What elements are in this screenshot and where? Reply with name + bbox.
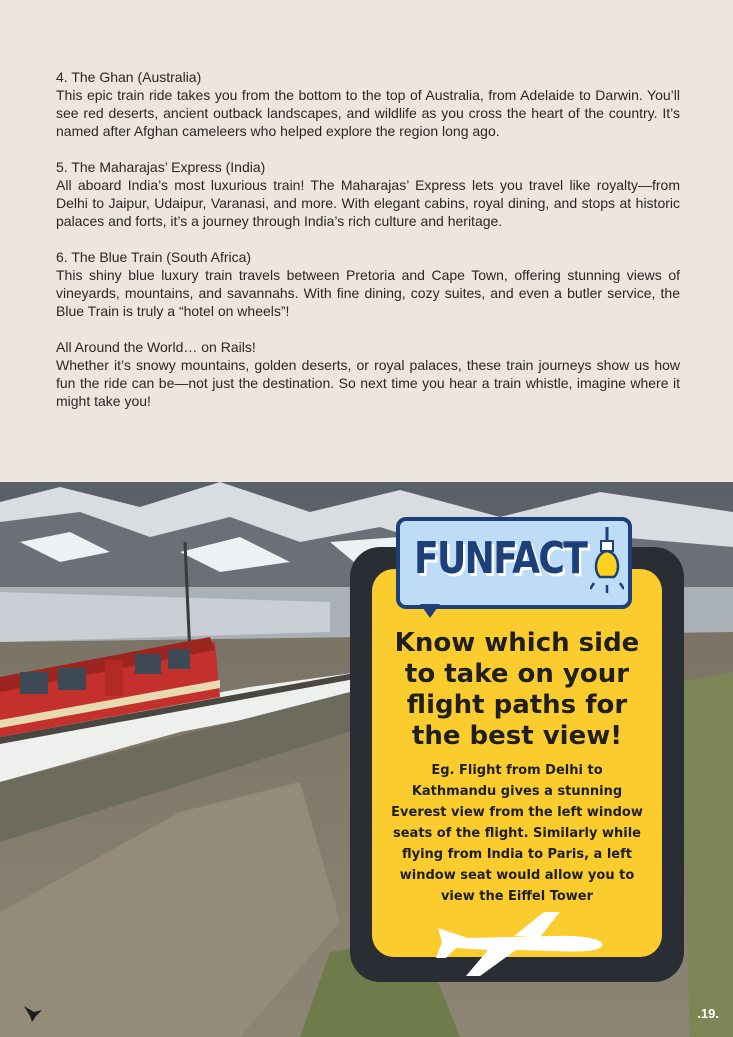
section-conclusion	[56, 338, 680, 410]
fun-fact-body: Eg. Flight from Delhi to Kathmandu gives a stunning Everest view from the left window seats of the flight. Similarly while flying from India to Paris, a left window seat would allow you to view the Eiffel Tower	[391, 763, 643, 904]
section-body: This shiny blue luxury train travels between Pretoria and Cape Town, offering stunning views of vineyards, mountains, and savannahs. With fine dining, cozy suites, and even a butler service, the Blue Train is truly a “hotel on wheels”!	[56, 267, 680, 319]
brand-bird-logo-icon	[22, 1002, 44, 1024]
badge-pointer	[420, 604, 440, 618]
badge-label: FUNFACT	[414, 533, 587, 584]
lightbulb-icon	[590, 527, 624, 597]
section-heading: 5. The Maharajas’ Express (India)	[56, 159, 266, 175]
airplane-icon	[436, 910, 608, 978]
section-blue-train	[56, 248, 680, 320]
page-number: .19.	[697, 1006, 719, 1021]
article-text	[56, 68, 680, 428]
section-body: All aboard India’s most luxurious train! The Maharajas’ Express lets you travel like royalty—from Delhi to Jaipur, Udaipur, Varanasi, and more. With elegant cabins, royal dining, and stops at historic palaces and forts, it’s a journey through India’s rich culture and heritage.	[56, 177, 680, 229]
fun-fact-headline: Know which side to take on your flight paths for the best view!	[394, 628, 640, 751]
section-body: This epic train ride takes you from the bottom to the top of Australia, from Adelaide to Darwin. You’ll see red deserts, ancient outback landscapes, and wildlife as you cross the heart of the country. It’s named after Afghan cameleers who helped explore the region long ago.	[56, 87, 680, 139]
section-ghan	[56, 68, 680, 140]
section-heading: 6. The Blue Train (South Africa)	[56, 249, 252, 265]
section-body: Whether it’s snowy mountains, golden deserts, or royal palaces, these train journeys show us how fun the ride can be—not just the destination. So next time you hear a train whistle, imagine where it might take you!	[56, 357, 680, 409]
section-heading: All Around the World… on Rails!	[56, 339, 256, 355]
fun-fact-badge	[396, 517, 632, 609]
section-maharajas	[56, 158, 680, 230]
section-heading: 4. The Ghan (Australia)	[56, 69, 202, 85]
